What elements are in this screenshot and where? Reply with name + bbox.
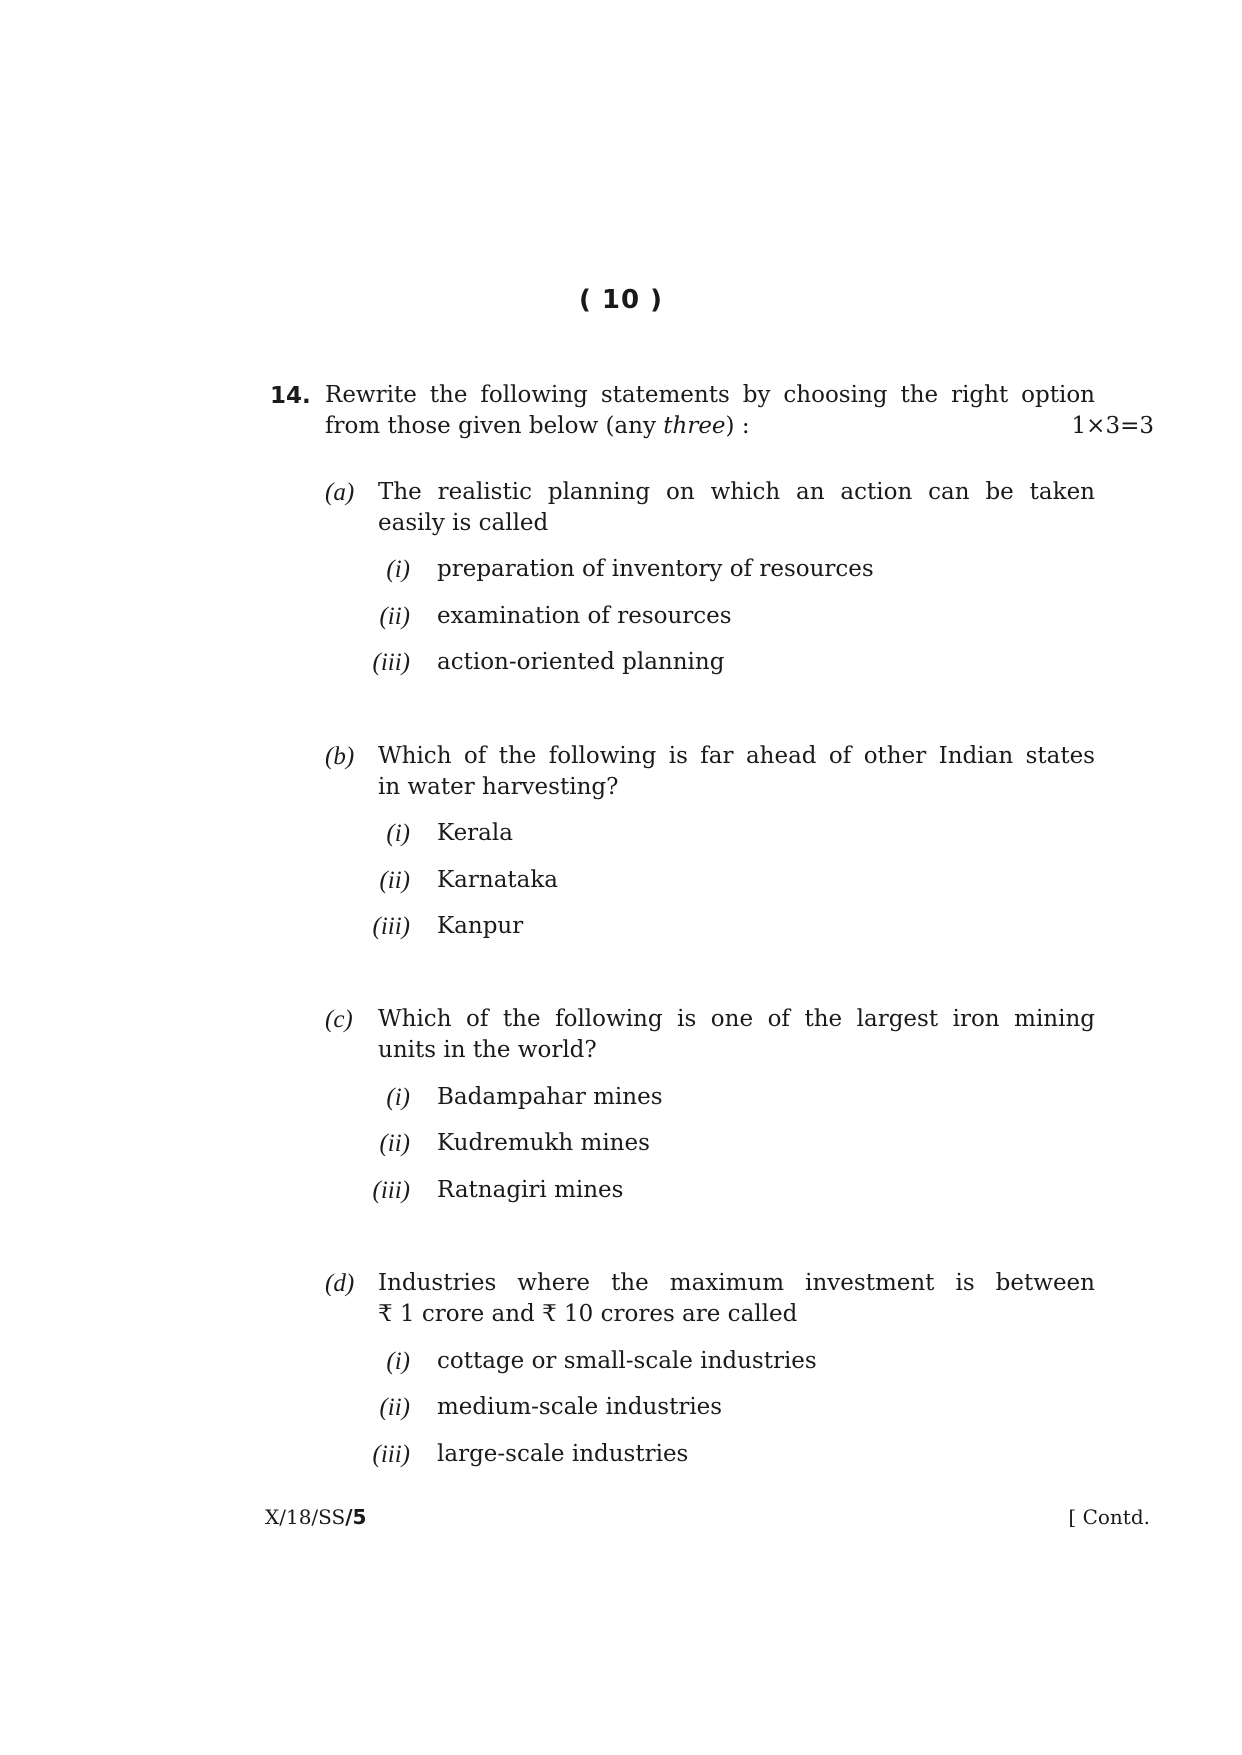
- option-label-a-iii: (iii): [372, 649, 410, 676]
- option-text-a-iii: action-oriented planning: [437, 649, 725, 675]
- question-text-line2-post: ) :: [725, 413, 750, 439]
- option-text-d-i: cottage or small-scale industries: [437, 1348, 817, 1374]
- footer-contd: [ Contd.: [1068, 1505, 1150, 1529]
- option-text-d-ii: medium-scale industries: [437, 1394, 723, 1420]
- question-text-line2-pre: from those given below (any: [325, 413, 664, 439]
- question-text-line2: [325, 411, 750, 442]
- part-text-c-line1: Which of the following is one of the largest iron mining: [378, 1006, 1095, 1032]
- option-text-a-ii: examination of resources: [437, 603, 732, 629]
- option-label-d-iii: (iii): [372, 1441, 410, 1468]
- part-text-c: [378, 1004, 1095, 1066]
- footer-paper-code-prefix: X/18/SS: [265, 1505, 346, 1529]
- option-label-a-ii: (ii): [379, 603, 410, 630]
- part-text-a: [378, 477, 1095, 539]
- option-text-b-ii: Karnataka: [437, 867, 559, 893]
- option-text-c-ii: Kudremukh mines: [437, 1130, 650, 1156]
- option-label-a-i: (i): [386, 556, 410, 583]
- part-label-d: (d): [325, 1270, 355, 1297]
- part-text-d-line2: ₹ 1 crore and ₹ 10 crores are called: [378, 1301, 798, 1327]
- option-text-b-iii: Kanpur: [437, 913, 524, 939]
- option-text-b-i: Kerala: [437, 820, 513, 846]
- option-label-c-ii: (ii): [379, 1130, 410, 1157]
- part-text-b: [378, 741, 1095, 803]
- part-label-b: (b): [325, 743, 355, 770]
- option-label-c-iii: (iii): [372, 1177, 410, 1204]
- option-text-c-i: Badampahar mines: [437, 1084, 663, 1110]
- question-text-line1: Rewrite the following statements by choosing the right option: [325, 382, 1095, 408]
- footer-paper-code: [265, 1505, 366, 1529]
- option-label-b-ii: (ii): [379, 867, 410, 894]
- part-label-c: (c): [325, 1006, 353, 1033]
- page-number: ( 10 ): [578, 285, 664, 315]
- option-text-c-iii: Ratnagiri mines: [437, 1177, 624, 1203]
- part-text-d: [378, 1268, 1095, 1330]
- part-text-b-line1: Which of the following is far ahead of other Indian states: [378, 743, 1095, 769]
- question-marks: 1×3=3: [1071, 413, 1154, 439]
- footer-paper-code-bold: /5: [345, 1505, 367, 1529]
- part-text-b-line2: in water harvesting?: [378, 774, 619, 800]
- part-text-a-line2: easily is called: [378, 510, 549, 536]
- option-label-d-i: (i): [386, 1348, 410, 1375]
- option-label-b-i: (i): [386, 820, 410, 847]
- option-text-d-iii: large-scale industries: [437, 1441, 689, 1467]
- option-label-b-iii: (iii): [372, 913, 410, 940]
- question-number: 14.: [270, 383, 311, 409]
- part-text-a-line1: The realistic planning on which an action can be taken: [378, 479, 1095, 505]
- part-text-d-line1: Industries where the maximum investment is between: [378, 1270, 1095, 1296]
- part-text-c-line2: units in the world?: [378, 1037, 597, 1063]
- option-text-a-i: preparation of inventory of resources: [437, 556, 874, 582]
- option-label-c-i: (i): [386, 1084, 410, 1111]
- part-label-a: (a): [325, 479, 355, 506]
- question-text-line2-italic: three: [663, 413, 726, 439]
- option-label-d-ii: (ii): [379, 1394, 410, 1421]
